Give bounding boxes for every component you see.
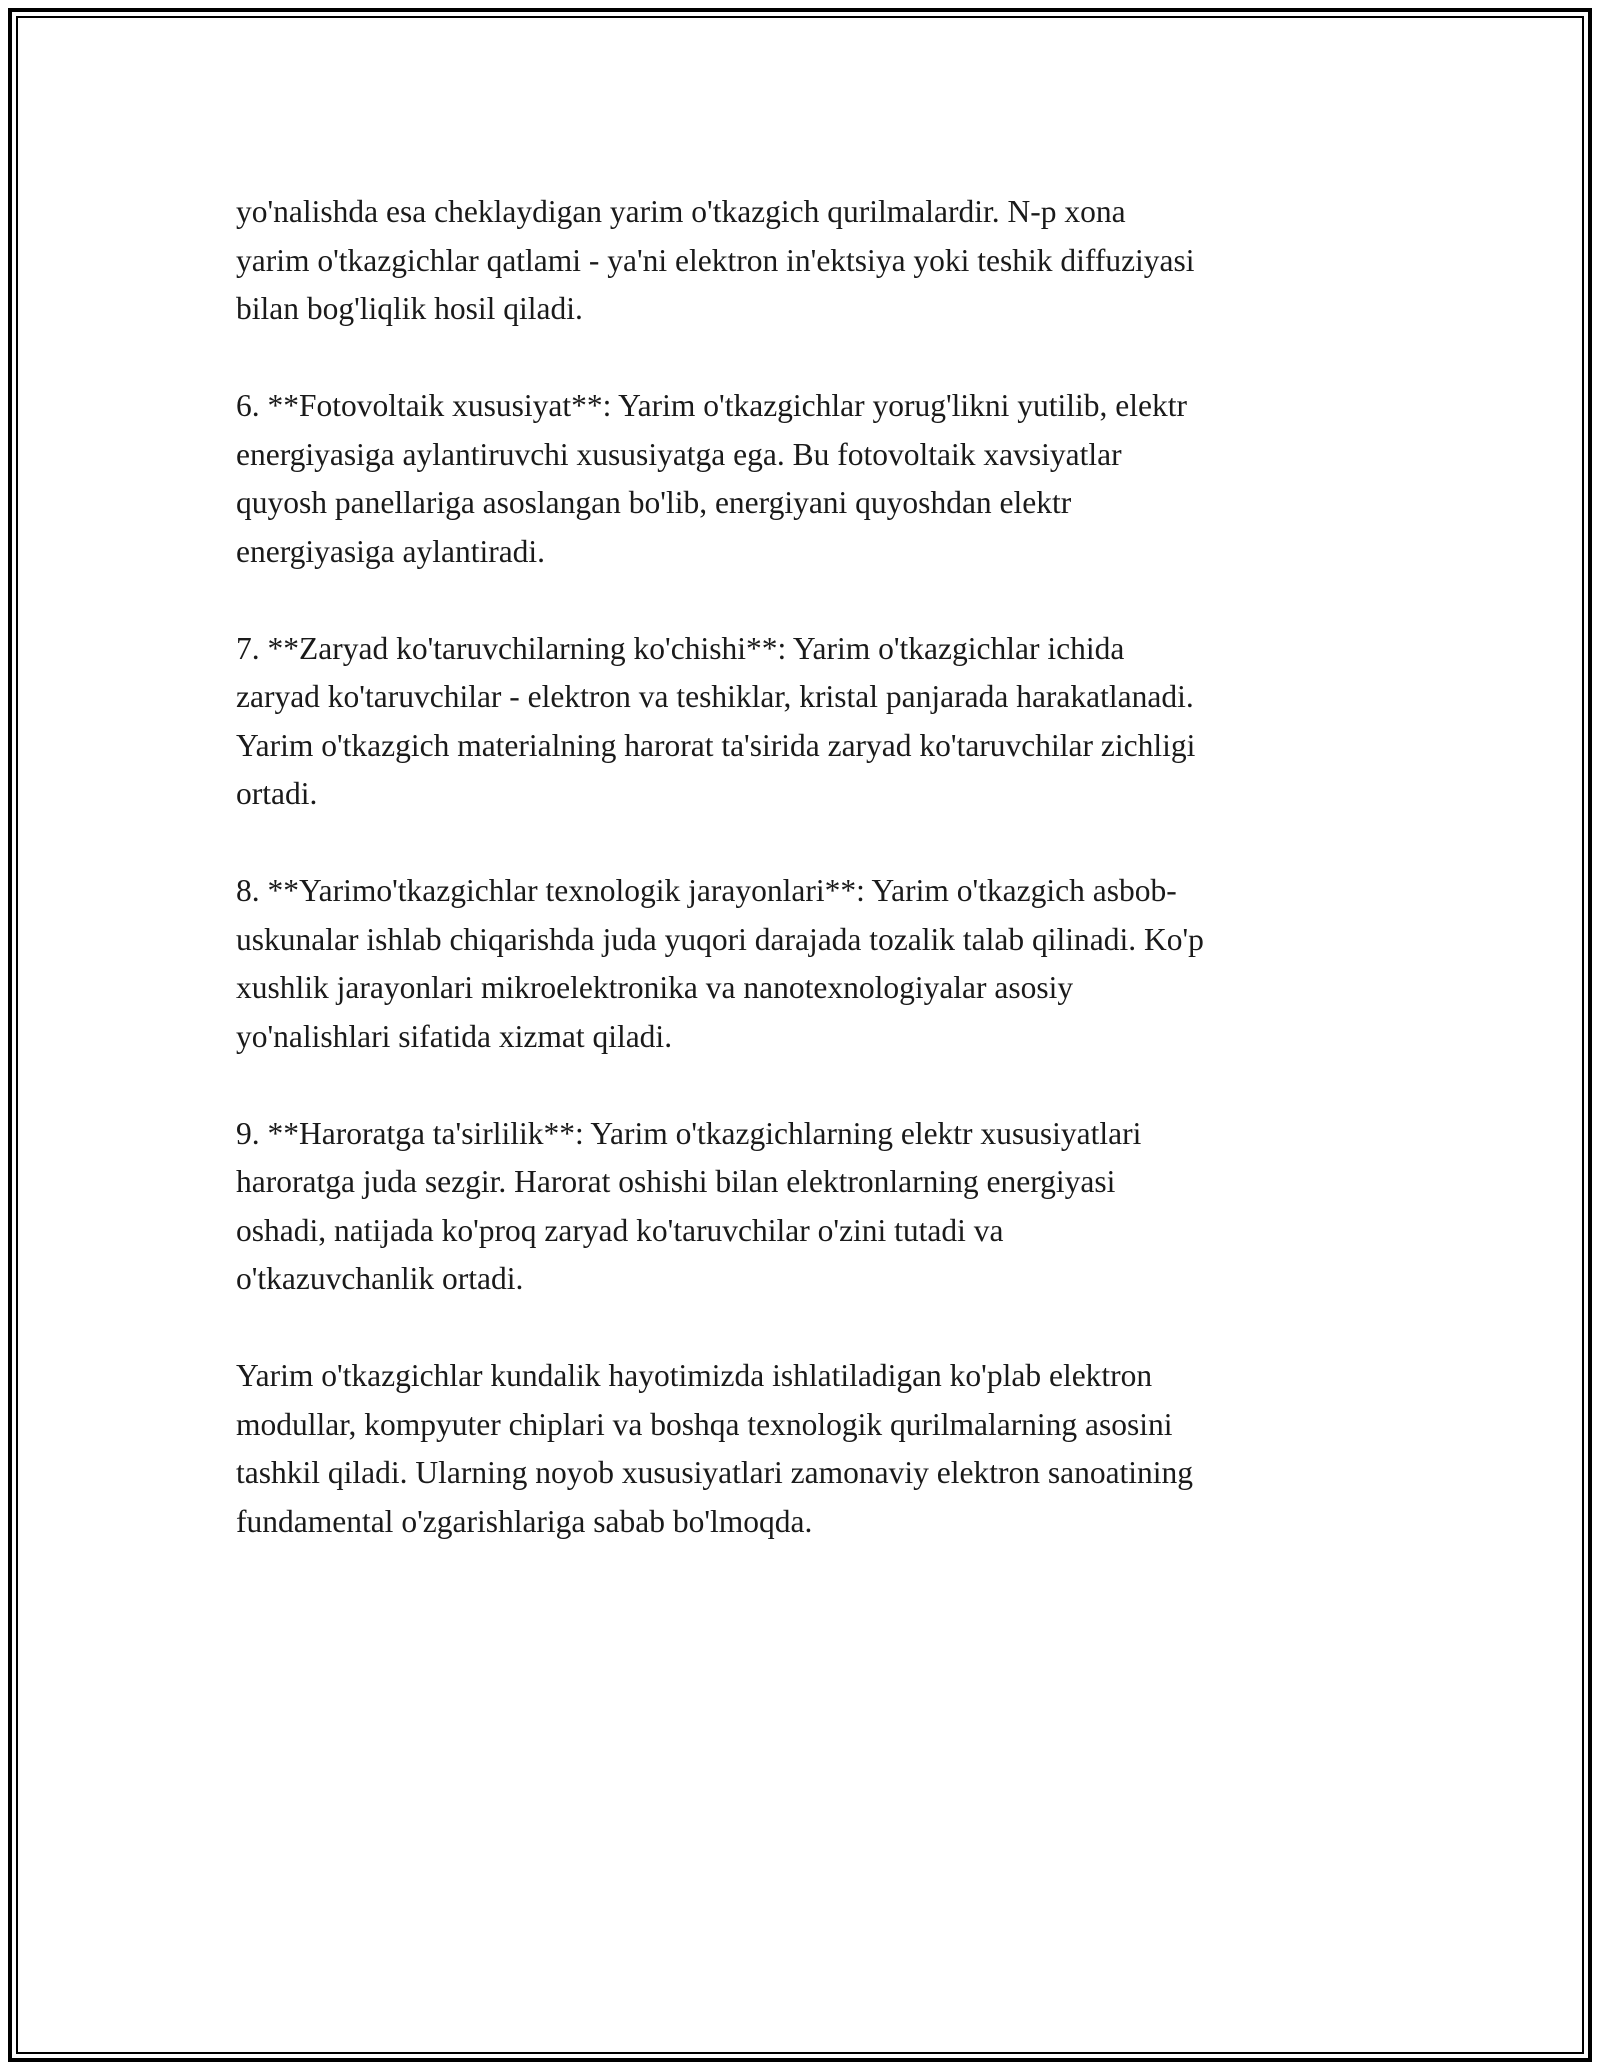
text-line: modullar, kompyuter chiplari va boshqa texnologik qurilmalarning asosini bbox=[236, 1406, 1173, 1442]
paragraph-intro-continuation bbox=[236, 188, 1366, 334]
text-line: 8. **Yarimo'tkazgichlar texnologik jarayonlari**: Yarim o'tkazgich asbob- bbox=[236, 873, 1177, 908]
text-line: yarim o'tkazgichlar qatlami - ya'ni elektron in'ektsiya yoki teshik diffuziyasi bbox=[236, 242, 1195, 278]
text-line: tashkil qiladi. Ularning noyob xususiyatlari zamonaviy elektron sanoatining bbox=[236, 1455, 1194, 1490]
text-line: ortadi. bbox=[236, 776, 318, 811]
text-line: 6. **Fotovoltaik xususiyat**: Yarim o'tkazgichlar yorug'likni yutilib, elektr bbox=[236, 388, 1188, 423]
text-line: uskunalar ishlab chiqarishda juda yuqori darajada tozalik talab qilinadi. Ko'p bbox=[236, 921, 1204, 957]
text-line: yo'nalishlari sifatida xizmat qiladi. bbox=[236, 1018, 673, 1054]
text-line: zaryad ko'taruvchilar - elektron va teshiklar, kristal panjarada harakatlanadi. bbox=[236, 679, 1194, 714]
text-line: 9. **Haroratga ta'sirlilik**: Yarim o'tkazgichlarning elektr xususiyatlari bbox=[236, 1115, 1142, 1151]
paragraph-item-8 bbox=[236, 867, 1366, 1061]
paragraph-item-7 bbox=[236, 625, 1366, 819]
document-body bbox=[236, 188, 1366, 1595]
text-line: haroratga juda sezgir. Harorat oshishi bilan elektronlarning energiyasi bbox=[236, 1164, 1116, 1199]
text-line: oshadi, natijada ko'proq zaryad ko'taruvchilar o'zini tutadi va bbox=[236, 1212, 1004, 1248]
text-line: xushlik jarayonlari mikroelektronika va nanotexnologiyalar asosiy bbox=[236, 970, 1074, 1005]
text-line: bilan bog'liqlik hosil qiladi. bbox=[236, 291, 583, 326]
text-line: 7. **Zaryad ko'taruvchilarning ko'chishi**: Yarim o'tkazgichlar ichida bbox=[236, 630, 1125, 666]
text-line: energiyasiga aylantiruvchi xususiyatga ega. Bu fotovoltaik xavsiyatlar bbox=[236, 436, 1122, 472]
text-line: yo'nalishda esa cheklaydigan yarim o'tkazgich qurilmalardir. N-p xona bbox=[236, 194, 1126, 229]
text-line: o'tkazuvchanlik ortadi. bbox=[236, 1261, 524, 1296]
text-line: Yarim o'tkazgich materialning harorat ta'sirida zaryad ko'taruvchilar zichligi bbox=[236, 727, 1196, 763]
text-line: fundamental o'zgarishlariga sabab bo'lmoqda. bbox=[236, 1503, 813, 1539]
text-line: quyosh panellariga asoslangan bo'lib, energiyani quyoshdan elektr bbox=[236, 485, 1072, 520]
paragraph-conclusion bbox=[236, 1352, 1366, 1546]
paragraph-item-9 bbox=[236, 1110, 1366, 1304]
text-line: Yarim o'tkazgichlar kundalik hayotimizda ishlatiladigan ko'plab elektron bbox=[236, 1358, 1153, 1393]
text-line: energiyasiga aylantiradi. bbox=[236, 533, 546, 569]
paragraph-item-6 bbox=[236, 382, 1366, 576]
